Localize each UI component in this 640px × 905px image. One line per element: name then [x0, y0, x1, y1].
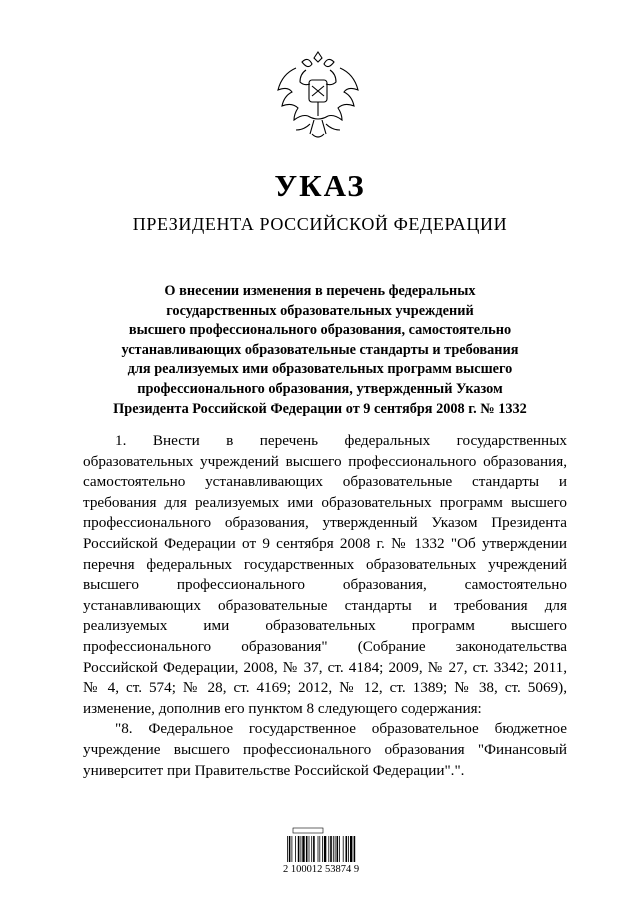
heading-line: устанавливающих образовательные стандарты и требования	[121, 341, 519, 358]
body-line: "8. Федеральное государственное образовательное бюджетное	[115, 720, 567, 738]
document-heading	[80, 282, 560, 419]
heading-line: для реализуемых ими образовательных программ высшего	[127, 361, 513, 378]
document-title: УКАЗ	[274, 168, 366, 203]
body-line: перечня федеральных государственных образовательных учреждений	[83, 555, 567, 573]
body-line: № 4, ст. 574; № 28, ст. 4169; 2012, № 12, ст. 1389; № 38, ст. 5069),	[83, 679, 567, 697]
body-line: профессионального образования, утвержденный Указом Президента	[83, 514, 567, 532]
heading-line: О внесении изменения в перечень федеральных	[164, 283, 476, 299]
body-line: образовательных учреждений высшего профессионального образования,	[83, 452, 567, 470]
body-line: изменение, дополнив его пунктом 8 следующего содержания:	[83, 699, 482, 717]
body-line: высшего профессионального образования, самостоятельно	[83, 576, 567, 594]
body-line: требования для реализуемых ими образовательных программ высшего	[83, 493, 567, 511]
heading-line: профессионального образования, утвержденный Указом	[137, 380, 503, 397]
document-subtitle: ПРЕЗИДЕНТА РОССИЙСКОЙ ФЕДЕРАЦИИ	[132, 214, 508, 234]
heading-line: государственных образовательных учреждений	[166, 302, 474, 319]
body-line: профессионального образования" (Собрание законодательства	[83, 637, 567, 655]
coat-of-arms-emblem	[272, 48, 364, 144]
body-line: Российской Федерации от 9 сентября 2008 г. № 1332 "Об утверждении	[83, 534, 567, 552]
body-line: 1. Внести в перечень федеральных государственных	[115, 432, 567, 449]
body-line: устанавливающих образовательные стандарты и требования для	[83, 596, 567, 614]
document-body	[83, 431, 567, 781]
body-line: учреждение высшего профессионального образования "Финансовый	[83, 740, 567, 758]
body-line: университет при Правительстве Российской Федерации".".	[83, 761, 465, 779]
heading-line: Президента Российской Федерации от 9 сентября 2008 г. № 1332	[113, 400, 527, 417]
body-line: самостоятельно устанавливающих образовательные стандарты и	[83, 473, 567, 491]
barcode-number: 2 100012 53874 9	[282, 864, 360, 875]
body-line: Российской Федерации, 2008, № 37, ст. 4184; 2009, № 27, ст. 3342; 2011,	[83, 658, 567, 676]
heading-line: высшего профессионального образования, самостоятельно	[128, 322, 512, 339]
body-line: реализуемых ими образовательных программ высшего	[83, 617, 567, 635]
